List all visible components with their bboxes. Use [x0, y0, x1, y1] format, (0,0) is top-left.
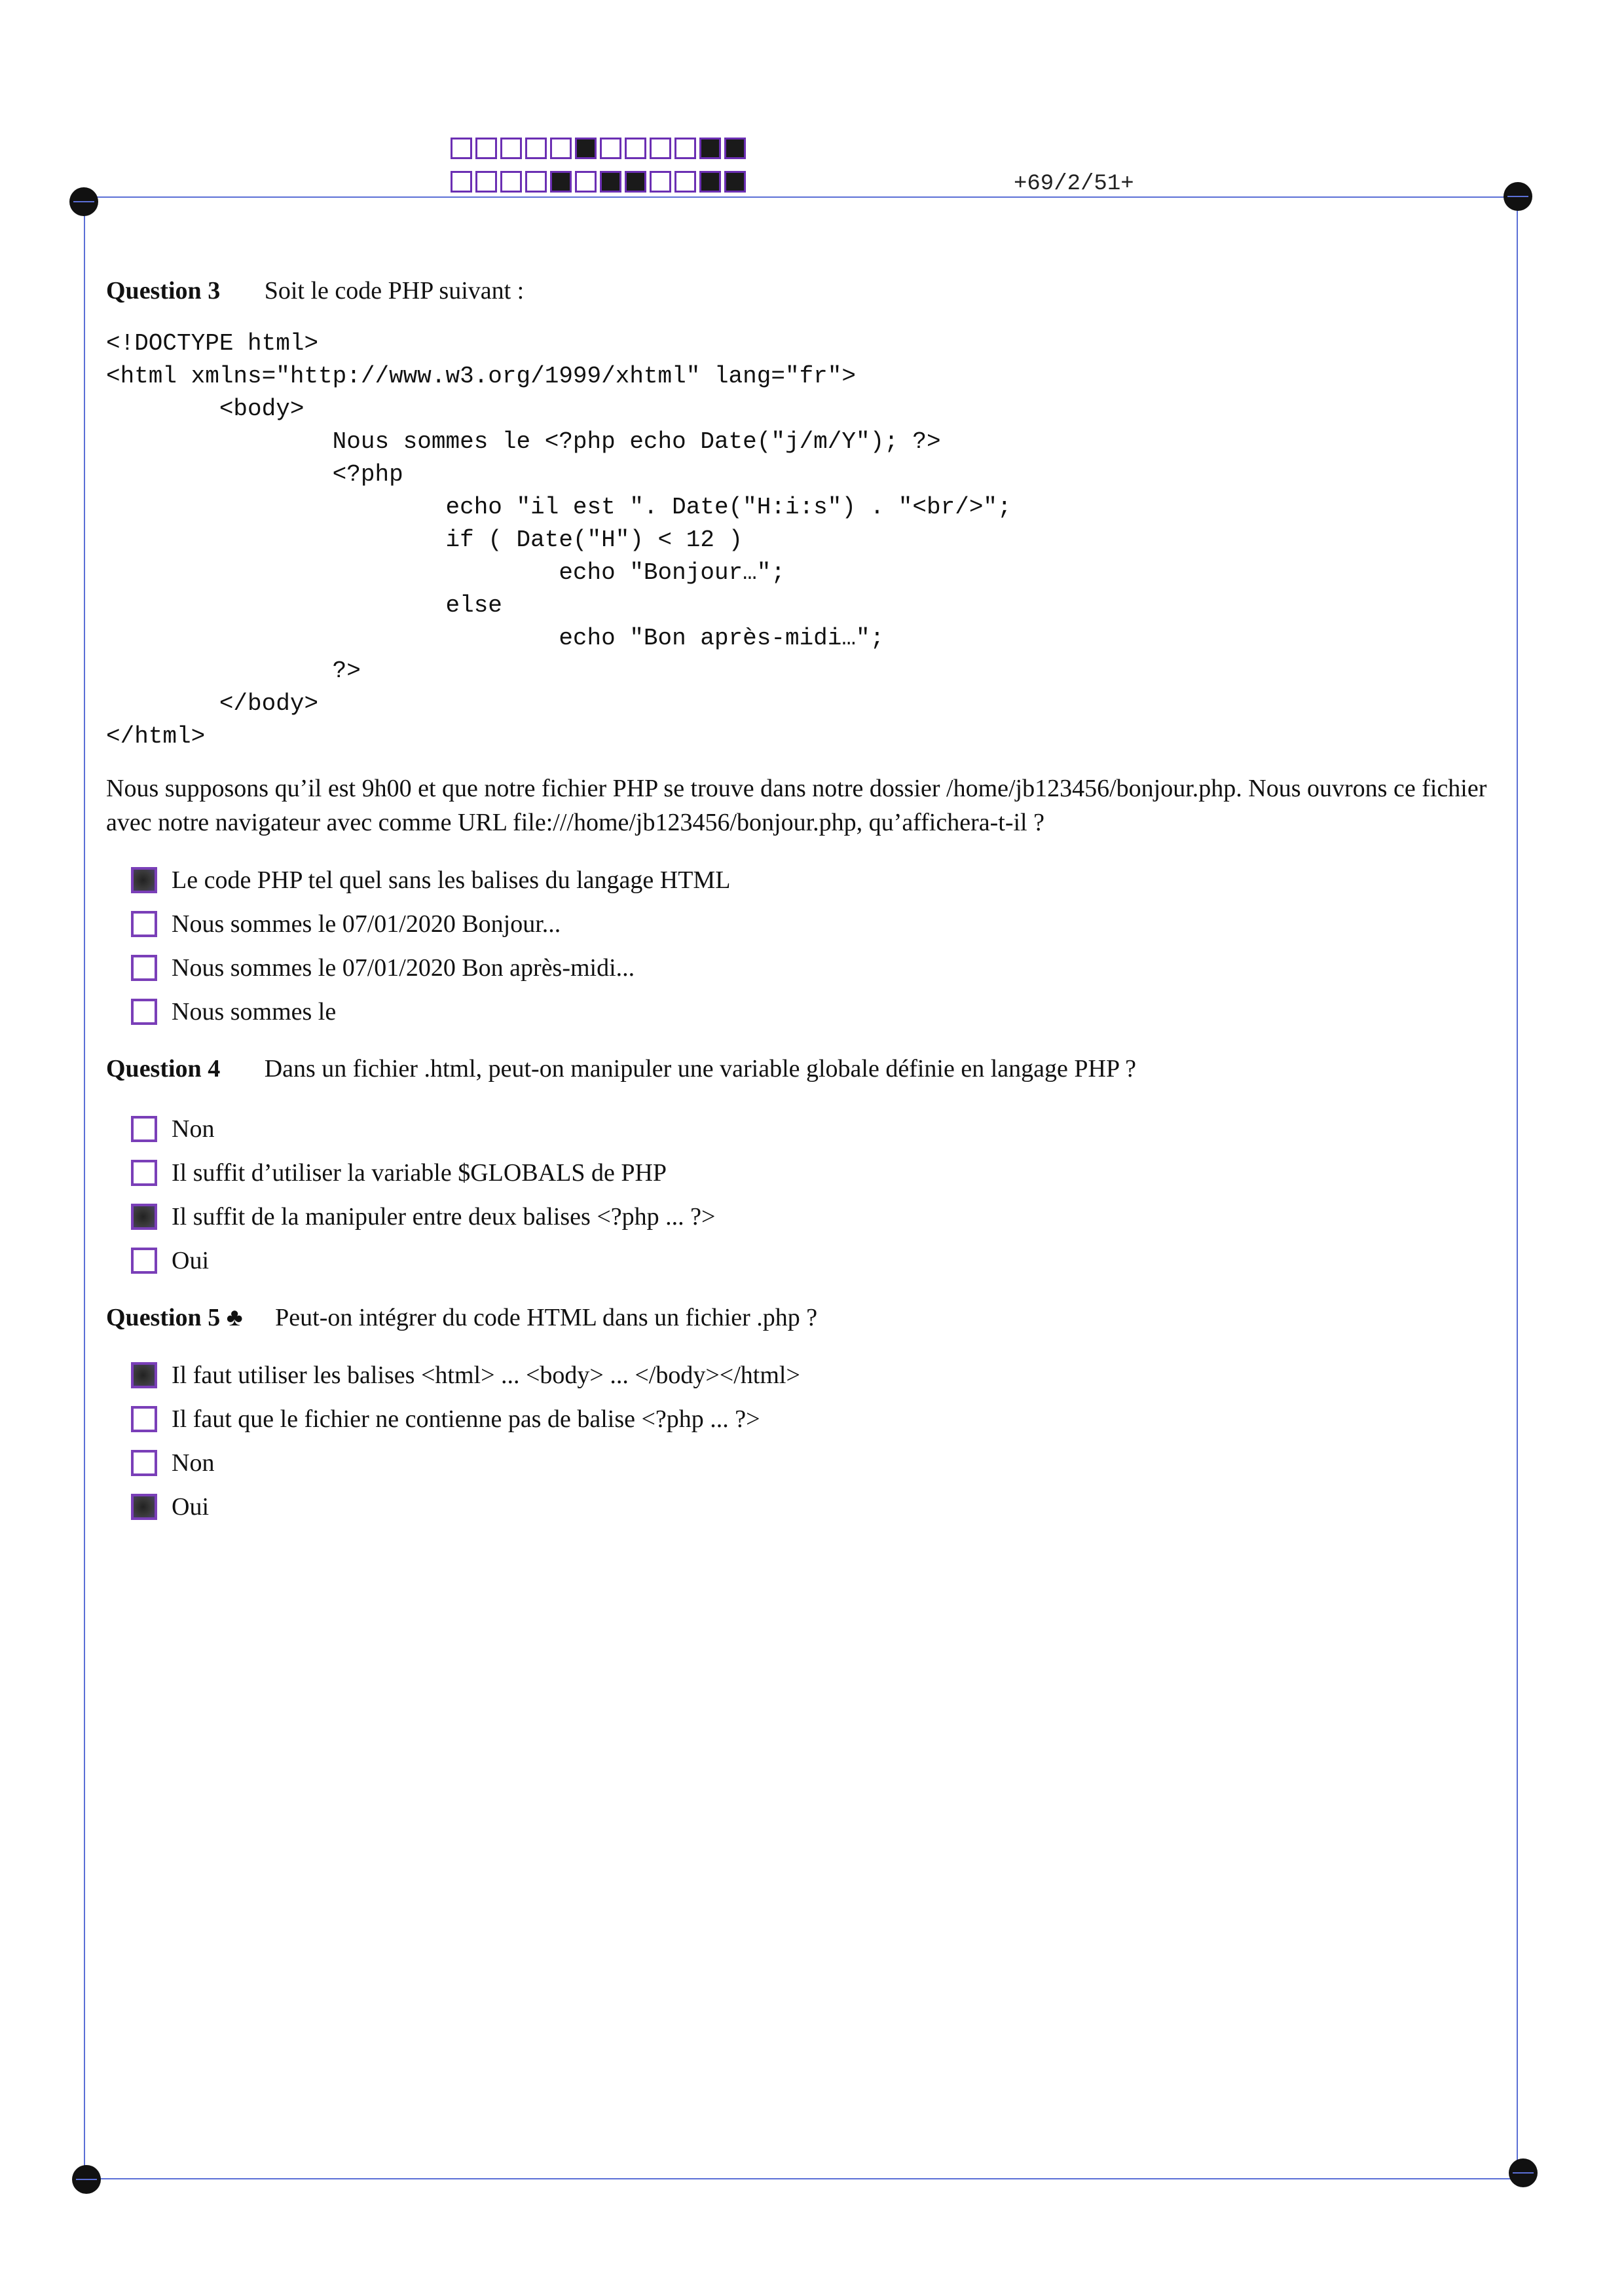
barcode-cell [600, 171, 621, 193]
php-code-block [106, 327, 1012, 753]
barcode-cell [650, 138, 671, 159]
question-3 [106, 276, 524, 305]
answer-label: Oui [172, 1246, 209, 1274]
question-5-text: Peut-on intégrer du code HTML dans un fichier .php ? [275, 1304, 818, 1331]
barcode-cell [451, 171, 472, 193]
checkbox[interactable] [131, 1450, 157, 1476]
corner-marker-top-left [69, 187, 98, 216]
answer-option[interactable] [131, 1107, 715, 1151]
page-id: +69/2/51+ [1014, 172, 1134, 196]
barcode-cell [550, 138, 572, 159]
code-line: if ( Date("H") < 12 ) [106, 527, 743, 553]
checkbox[interactable] [131, 1406, 157, 1432]
code-line: <html xmlns="http://www.w3.org/1999/xhtml" lang="fr"> [106, 363, 856, 390]
checked-checkbox[interactable] [131, 1204, 157, 1230]
question-5-answers [131, 1353, 800, 1528]
question-3-paragraph: Nous supposons qu’il est 9h00 et que notre fichier PHP se trouve dans notre dossier /home/jb123456/bonjour.php. Nous ouvrons ce fichier avec notre navigateur avec comme URL file:///home/jb123456/bonjour.php, qu’affichera-t-il ? [106, 775, 1487, 836]
barcode-cell [699, 138, 721, 159]
code-line: <body> [106, 396, 304, 422]
corner-marker-bottom-left [72, 2165, 101, 2194]
answer-option[interactable] [131, 990, 730, 1033]
code-line: </body> [106, 690, 319, 717]
checked-checkbox[interactable] [131, 1494, 157, 1520]
answer-option[interactable] [131, 1485, 800, 1528]
checked-checkbox[interactable] [131, 867, 157, 893]
answer-label: Il suffit de la manipuler entre deux balises <?php ... ?> [172, 1202, 716, 1231]
code-line: echo "il est ". Date("H:i:s") . "<br/>"; [106, 494, 1012, 521]
question-3-answers [131, 858, 730, 1033]
barcode-cell [699, 171, 721, 193]
question-4-text: Dans un fichier .html, peut-on manipuler une variable globale définie en langage PHP ? [264, 1055, 1137, 1083]
barcode-cell [625, 171, 646, 193]
checked-checkbox[interactable] [131, 1362, 157, 1388]
question-3-label: Question 3 [106, 277, 221, 305]
checkbox[interactable] [131, 911, 157, 937]
answer-option[interactable] [131, 1238, 715, 1282]
question-3-text: Soit le code PHP suivant : [264, 277, 525, 305]
answer-option[interactable] [131, 1353, 800, 1397]
answer-label: Non [172, 1449, 215, 1477]
barcode-cell [575, 138, 597, 159]
code-line: echo "Bon après-midi…"; [106, 625, 885, 652]
barcode-cell [550, 171, 572, 193]
question-5 [106, 1303, 817, 1332]
code-line: else [106, 592, 502, 619]
answer-label: Le code PHP tel quel sans les balises du langage HTML [172, 866, 731, 894]
answer-option[interactable] [131, 946, 730, 990]
barcode-cell [525, 171, 547, 193]
code-line: Nous sommes le <?php echo Date("j/m/Y"); ?> [106, 428, 941, 455]
answer-option[interactable] [131, 902, 730, 946]
checkbox[interactable] [131, 999, 157, 1025]
corner-marker-bottom-right [1509, 2158, 1538, 2187]
barcode-cell [475, 171, 497, 193]
code-line: ?> [106, 657, 361, 684]
answer-option[interactable] [131, 1194, 715, 1238]
barcode-cell [724, 171, 746, 193]
answer-option[interactable] [131, 1441, 800, 1485]
answer-label: Il faut que le fichier ne contienne pas de balise <?php ... ?> [172, 1405, 760, 1433]
barcode-row-top [451, 138, 746, 159]
answer-option[interactable] [131, 1397, 800, 1441]
barcode-cell [500, 171, 522, 193]
barcode-cell [600, 138, 621, 159]
answer-option[interactable] [131, 1151, 715, 1194]
barcode-cell [650, 171, 671, 193]
answer-label: Il faut utiliser les balises <html> ... <body> ... </body></html> [172, 1361, 800, 1389]
answer-label: Nous sommes le [172, 997, 337, 1026]
barcode-cell [525, 138, 547, 159]
answer-label: Non [172, 1115, 215, 1143]
barcode-cell [674, 138, 696, 159]
answer-label: Nous sommes le 07/01/2020 Bon après-midi... [172, 954, 635, 982]
barcode-cell [724, 138, 746, 159]
barcode-cell [500, 138, 522, 159]
barcode-cell [451, 138, 472, 159]
checkbox[interactable] [131, 1248, 157, 1274]
answer-option[interactable] [131, 858, 730, 902]
code-line: <?php [106, 461, 403, 488]
barcode-row-bottom [451, 171, 746, 193]
question-4-answers [131, 1107, 715, 1282]
barcode-cell [674, 171, 696, 193]
corner-marker-top-right [1504, 182, 1532, 211]
question-5-label: Question 5 ♣ [106, 1304, 243, 1331]
question-4-label: Question 4 [106, 1055, 221, 1083]
code-line: </html> [106, 723, 206, 750]
code-line: <!DOCTYPE html> [106, 330, 319, 357]
answer-label: Il suffit d’utiliser la variable $GLOBALS de PHP [172, 1158, 667, 1187]
checkbox[interactable] [131, 1160, 157, 1186]
answer-label: Nous sommes le 07/01/2020 Bonjour... [172, 910, 561, 938]
barcode-cell [575, 171, 597, 193]
barcode-cell [625, 138, 646, 159]
code-line: echo "Bonjour…"; [106, 559, 785, 586]
question-4 [106, 1054, 1136, 1083]
checkbox[interactable] [131, 955, 157, 981]
checkbox[interactable] [131, 1116, 157, 1142]
answer-label: Oui [172, 1492, 209, 1521]
barcode-cell [475, 138, 497, 159]
